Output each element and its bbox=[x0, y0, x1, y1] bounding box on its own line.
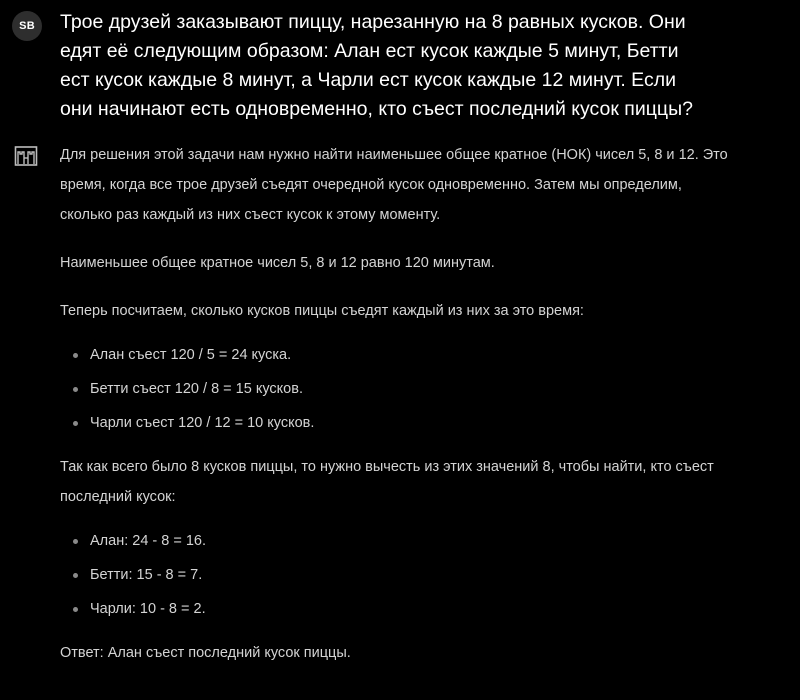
list-item bbox=[60, 372, 785, 406]
bullet-dot bbox=[73, 387, 78, 392]
list-item bbox=[60, 558, 785, 592]
question-line: они начинают есть одновременно, кто съест последний кусок пиццы? bbox=[60, 98, 693, 120]
user-message bbox=[0, 8, 800, 126]
answer-line: последний кусок: bbox=[60, 489, 176, 505]
user-question bbox=[60, 8, 760, 124]
list-item-text: Чарли съест 120 / 12 = 10 кусков. bbox=[90, 415, 315, 431]
bullet-dot bbox=[73, 607, 78, 612]
subtract-paragraph bbox=[60, 452, 785, 512]
answer-line: сколько раз каждый из них съест кусок к этому моменту. bbox=[60, 207, 441, 223]
list-item-text: Бетти съест 120 / 8 = 15 кусков. bbox=[90, 381, 303, 397]
intro-paragraph bbox=[60, 140, 785, 230]
list-item bbox=[60, 592, 785, 626]
assistant-answer bbox=[60, 140, 785, 668]
bullet-dot bbox=[73, 353, 78, 358]
list-item-text: Чарли: 10 - 8 = 2. bbox=[90, 601, 206, 617]
bullet-dot bbox=[73, 573, 78, 578]
answer-line: Так как всего было 8 кусков пиццы, то нужно вычесть из этих значений 8, чтобы найти, кто съест bbox=[60, 459, 714, 475]
question-line: ест кусок каждые 8 минут, а Чарли ест кусок каждые 12 минут. Если bbox=[60, 69, 676, 91]
question-line: Трое друзей заказывают пиццу, нарезанную на 8 равных кусков. Они bbox=[60, 11, 686, 33]
list-item-text: Алан: 24 - 8 = 16. bbox=[90, 533, 207, 549]
assistant-message bbox=[0, 140, 800, 700]
castle-icon bbox=[14, 144, 38, 168]
counts-list bbox=[60, 338, 785, 440]
question-line: едят её следующим образом: Алан ест кусок каждые 5 минут, Бетти bbox=[60, 40, 679, 62]
count-intro-paragraph: Теперь посчитаем, сколько кусков пиццы съедят каждый из них за это время: bbox=[60, 303, 584, 319]
list-item bbox=[60, 338, 785, 372]
bullet-dot bbox=[73, 539, 78, 544]
answer-line: Для решения этой задачи нам нужно найти наименьшее общее кратное (НОК) чисел 5, 8 и 12. Это bbox=[60, 147, 728, 163]
user-avatar: SB bbox=[12, 11, 42, 41]
lcm-paragraph: Наименьшее общее кратное чисел 5, 8 и 12 равно 120 минутам. bbox=[60, 255, 495, 271]
list-item bbox=[60, 524, 785, 558]
list-item-text: Алан съест 120 / 5 = 24 куска. bbox=[90, 347, 292, 363]
remainders-list bbox=[60, 524, 785, 626]
list-item bbox=[60, 406, 785, 440]
list-item-text: Бетти: 15 - 8 = 7. bbox=[90, 567, 203, 583]
bullet-dot bbox=[73, 421, 78, 426]
final-answer: Ответ: Алан съест последний кусок пиццы. bbox=[60, 645, 351, 661]
answer-line: время, когда все трое друзей съедят очередной кусок одновременно. Затем мы определим, bbox=[60, 177, 682, 193]
